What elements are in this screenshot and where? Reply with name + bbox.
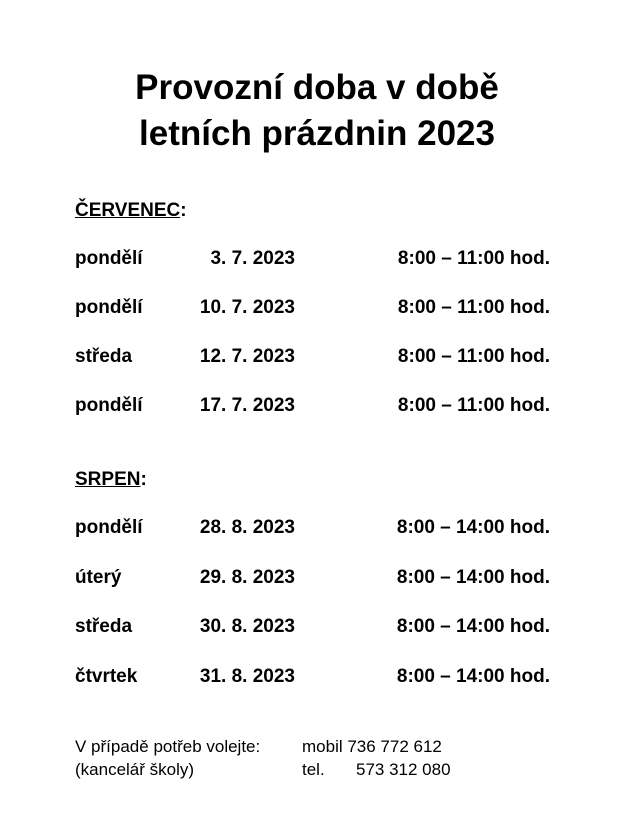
month-heading-july: [75, 199, 187, 223]
contact-office-label: (kancelář školy): [75, 760, 195, 779]
schedule-row: [0, 664, 634, 690]
row-date: 3. 7. 2023: [210, 248, 295, 269]
row-time: 8:00 – 11:00 hod.: [397, 248, 550, 269]
schedule-row: [0, 393, 634, 419]
row-day: středa: [75, 616, 133, 637]
row-time: 8:00 – 11:00 hod.: [397, 395, 550, 416]
row-date: 12. 7. 2023: [199, 346, 295, 367]
row-date: 31. 8. 2023: [199, 666, 295, 687]
row-day: pondělí: [75, 248, 143, 269]
row-date: 10. 7. 2023: [199, 297, 295, 318]
row-day: středa: [75, 346, 133, 367]
schedule-row: [0, 565, 634, 591]
row-day: úterý: [75, 567, 122, 588]
row-time: 8:00 – 11:00 hod.: [397, 346, 550, 367]
row-date: 29. 8. 2023: [199, 567, 295, 588]
row-time: 8:00 – 14:00 hod.: [396, 616, 550, 637]
row-day: pondělí: [75, 517, 143, 538]
schedule-row: [0, 515, 634, 541]
row-time: 8:00 – 14:00 hod.: [396, 666, 550, 687]
row-day: pondělí: [75, 297, 143, 318]
row-date: 30. 8. 2023: [199, 616, 295, 637]
month-colon: :: [180, 200, 187, 221]
row-time: 8:00 – 11:00 hod.: [397, 297, 550, 318]
contact-tel-number: 573 312 080: [356, 760, 451, 779]
row-day: čtvrtek: [75, 666, 138, 687]
contact-tel-prefix: tel.: [302, 760, 325, 779]
schedule-row: [0, 614, 634, 640]
month-colon: :: [140, 469, 147, 490]
row-date: 28. 8. 2023: [199, 517, 295, 538]
title-line-1: Provozní doba v době: [135, 68, 499, 107]
contact-mobile: mobil 736 772 612: [302, 737, 442, 756]
schedule-row: [0, 246, 634, 272]
row-day: pondělí: [75, 395, 143, 416]
schedule-row: [0, 344, 634, 370]
month-name: ČERVENEC: [75, 200, 181, 221]
contact-label: V případě potřeb volejte:: [75, 737, 261, 756]
schedule-row: [0, 295, 634, 321]
row-date: 17. 7. 2023: [199, 395, 295, 416]
row-time: 8:00 – 14:00 hod.: [396, 567, 550, 588]
month-heading-august: [75, 468, 147, 492]
row-time: 8:00 – 14:00 hod.: [396, 517, 550, 538]
title-line-2: letních prázdnin 2023: [139, 114, 495, 153]
month-name: SRPEN: [75, 469, 141, 490]
